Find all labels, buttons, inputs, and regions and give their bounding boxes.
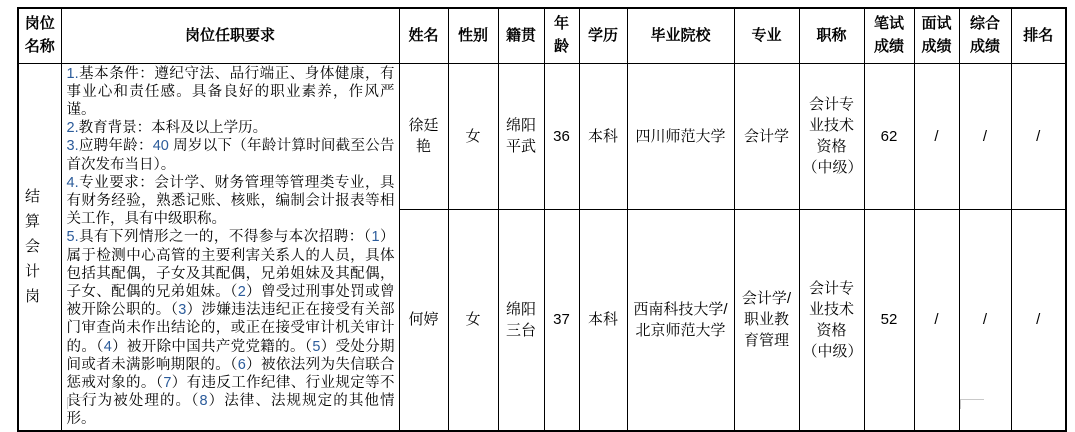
col-header-rank: 排名 [1011, 8, 1066, 63]
cell-interview-score: / [914, 209, 959, 430]
col-header-school: 毕业院校 [627, 8, 734, 63]
cell-native-place: 绵阳平武 [498, 63, 544, 209]
requirement-item-2: 2.教育背景：本科及以上学历。 [66, 120, 268, 137]
cell-rank: / [1011, 209, 1066, 430]
cell-age: 37 [544, 209, 579, 430]
cell-school: 西南科技大学/北京师范大学 [627, 209, 734, 430]
cell-age: 36 [544, 63, 579, 209]
cell-major: 会计学/职业教育管理 [734, 209, 799, 430]
position-name-cell: 结 算 会 计 岗 [18, 63, 61, 431]
cell-gender: 女 [448, 63, 498, 209]
col-header-name: 姓名 [399, 8, 448, 63]
cell-name: 何婷 [399, 209, 448, 430]
col-header-requirements: 岗位任职要求 [61, 8, 399, 63]
page-corner-artifact [67, 397, 93, 409]
requirement-item-4: 4.专业要求：会计学、财务管理等管理类专业，具有财务经验，熟悉记账、核账，编制会计报表等相关工作，具有中级职称。 [66, 174, 395, 228]
cell-major: 会计学 [734, 63, 799, 209]
cell-native-place: 绵阳三台 [498, 209, 544, 430]
cell-name: 徐廷艳 [399, 63, 448, 209]
cell-interview-score: / [914, 63, 959, 209]
cell-comprehensive-score: / [959, 63, 1011, 209]
requirement-item-5: 5.具有下列情形之一的，不得参与本次招聘：（1）属于检测中心高管的主要利害关系人的人员，具体包括其配偶，子女及其配偶，兄弟姐妹及其配偶，子女、配偶的兄弟姐妹。（2）曾受过刑事处罚或曾被开除公职的。（3）涉嫌违法违纪正在接受有关部门审查尚未作出结论的，或正在接受审计机关审计的。（4）被开除中国共产党党籍的。（5）受处分期间或者未满影响期限的。（6）被依法列为失信联合惩戒对象的。（7）有违反工作纪律、行业规定等不良行为被处理的。（8）法律、法规规定的其他情形。 [66, 229, 395, 428]
col-header-major: 专业 [734, 8, 799, 63]
col-header-written-score: 笔试成绩 [864, 8, 914, 63]
cell-title: 会计专业技术资格（中级） [799, 63, 864, 209]
recruitment-table [17, 7, 1067, 432]
requirement-item-1: 1.基本条件：遵纪守法、品行端正、身体健康，有事业心和责任感。具备良好的职业素养，作风严谨。 [66, 65, 395, 118]
table-header-row [18, 8, 1066, 63]
cell-education: 本科 [579, 209, 627, 430]
requirements-cell [61, 63, 399, 431]
table-row [18, 63, 1066, 209]
col-header-interview-score: 面试成绩 [914, 8, 959, 63]
cell-comprehensive-score: / [959, 209, 1011, 430]
col-header-age: 年龄 [544, 8, 579, 63]
col-header-native-place: 籍贯 [498, 8, 544, 63]
cell-written-score: 52 [864, 209, 914, 430]
cell-education: 本科 [579, 63, 627, 209]
col-header-gender: 性别 [448, 8, 498, 63]
cell-written-score: 62 [864, 63, 914, 209]
col-header-comprehensive-score: 综合成绩 [959, 8, 1011, 63]
cell-gender: 女 [448, 209, 498, 430]
cell-title: 会计专业技术资格（中级） [799, 209, 864, 430]
cell-rank: / [1011, 63, 1066, 209]
cell-school: 四川师范大学 [627, 63, 734, 209]
col-header-education: 学历 [579, 8, 627, 63]
col-header-position-name: 岗位名称 [18, 8, 61, 63]
requirement-item-3: 3.应聘年龄：40 周岁以下（年龄计算时间截至公告首次发布当日）。 [66, 138, 395, 173]
col-header-title: 职称 [799, 8, 864, 63]
page-corner-artifact [960, 399, 984, 409]
